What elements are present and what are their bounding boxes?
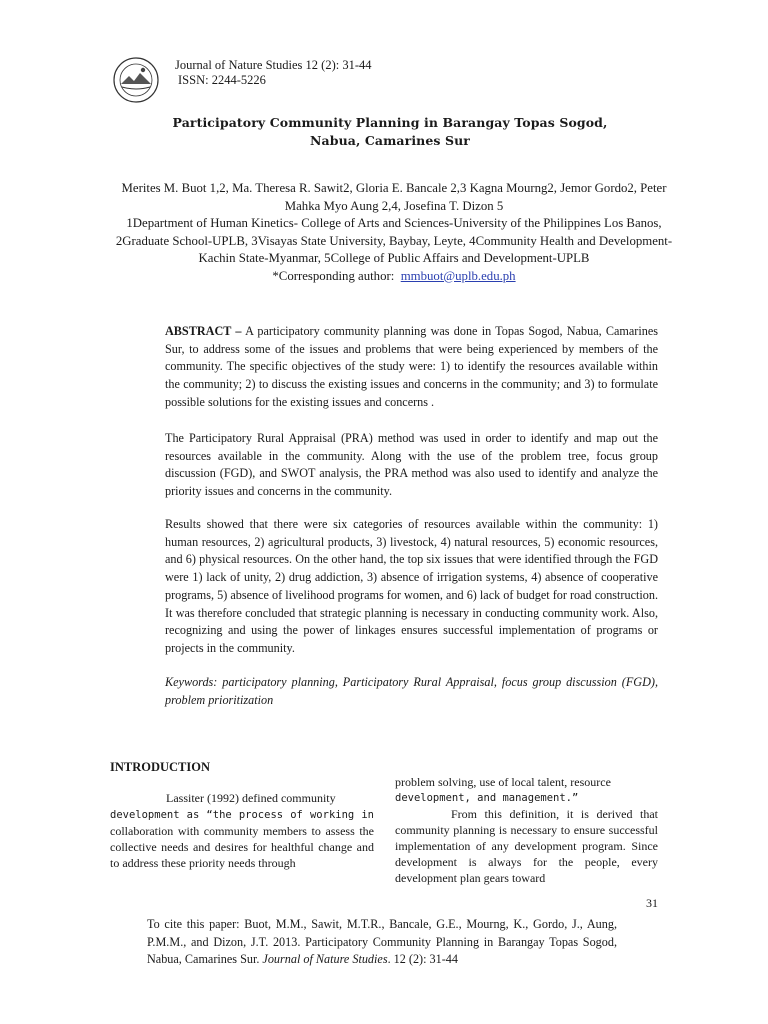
intro-column-right [395, 774, 658, 886]
intro-col1-text: collaboration with community members to assess the collective needs and desires for healthful change and to address these priority needs through [110, 824, 374, 870]
keywords: Keywords: participatory planning, Participatory Rural Appraisal, focus group discussion (FGD), problem prioritization [165, 675, 658, 707]
citation-text: To cite this paper: Buot, M.M., Sawit, M.T.R., Bancale, G.E., Mourng, K., Gordo, J., Aung, P.M.M., and Dizon, J.T. 2013. Participatory Community Planning in Barangay Topas Sogod, Nabua, Camarines Sur. [147, 917, 617, 967]
intro-col2-text: From this definition, it is derived that community planning is necessary to ensure successful implementation of any development program. Since development is always for the people, every development plan gears toward [395, 807, 658, 885]
corresponding-author [110, 268, 678, 286]
abstract-label: ABSTRACT – [165, 324, 242, 338]
page-number: 31 [646, 896, 658, 910]
abstract-text-1: A participatory community planning was done in Topas Sogod, Nabua, Camarines Sur, to address some of the issues and problems that were being experienced by members of the community. The specific objectives of the study were: 1) to identify the resources available within the community; 2) to discuss the existing issues and concerns in the community; and 3) to formulate possible solutions for the existing issues and concerns . [165, 324, 659, 409]
introduction-heading: INTRODUCTION [110, 760, 211, 774]
intro-col1-line-2: development as “the process of working in [110, 809, 374, 821]
citation-volume: . 12 (2): 31-44 [387, 952, 458, 967]
journal-citation: Journal of Nature Studies 12 (2): 31-44 [175, 58, 372, 72]
author-block [110, 180, 678, 285]
corresponding-label: *Corresponding author: [272, 268, 395, 283]
paper-title-line-1: Participatory Community Planning in Barangay Topas Sogod, [172, 115, 608, 130]
journal-header [175, 58, 372, 88]
author-affiliations: 1Department of Human Kinetics- College of Arts and Sciences-University of the Philippines Los Banos, 2Graduate School-UPLB, 3Visayas State University, Baybay, Leyte, 4Community Health and Development-Kachin State-Myanmar, 5College of Public Affairs and Development-UPLB [115, 216, 673, 265]
paper-title-line-2: Nabua, Camarines Sur [310, 133, 470, 148]
corresponding-email-link[interactable]: mmbuot@uplb.edu.ph [400, 268, 516, 283]
author-names: Merites M. Buot 1,2, Ma. Theresa R. Sawit2, Gloria E. Bancale 2,3 Kagna Mourng2, Jemor Gordo2, Peter Mahka Myo Aung 2,4, Josefina T. Dizon 5 [121, 181, 667, 213]
citation-note [147, 916, 617, 969]
citation-journal: Journal of Nature Studies [262, 952, 388, 967]
paper-title [110, 114, 670, 150]
intro-col2-line-2: development, and management.” [395, 792, 579, 804]
abstract-paragraph-1 [165, 323, 658, 412]
intro-col2-line-1: problem solving, use of local talent, resource [395, 775, 611, 789]
journal-issn: ISSN: 2244-5226 [178, 73, 266, 87]
abstract-paragraph-2: The Participatory Rural Appraisal (PRA) method was used in order to identify and map out the resources available in the community. Along with the use of the problem tree, focus group discussion (FGD), and SWOT analysis, the PRA method was also used to identify and analyze the priority issues and concerns in the community. [165, 431, 658, 499]
intro-col1-line-1: Lassiter (1992) defined community [166, 791, 336, 805]
journal-seal-logo [112, 56, 160, 104]
abstract-paragraph-3: Results showed that there were six categories of resources available within the community: 1) human resources, 2) agricultural products, 3) livestock, 4) natural resources, 5) economic resources, and 6) physical resources. On the other hand, the top six issues that were identified through the FGD were 1) lack of unity, 2) drug addiction, 3) absence of irrigation systems, 4) absence of cooperative programs, 5) absence of livelihood programs for women, and 6) lack of budget for road construction. It was therefore concluded that strategic planning is necessary in conducting community work. Also, recognizing and using the power of linkages ensures successful implementation of programs or projects in the community. [165, 517, 658, 655]
intro-column-left [110, 790, 374, 871]
